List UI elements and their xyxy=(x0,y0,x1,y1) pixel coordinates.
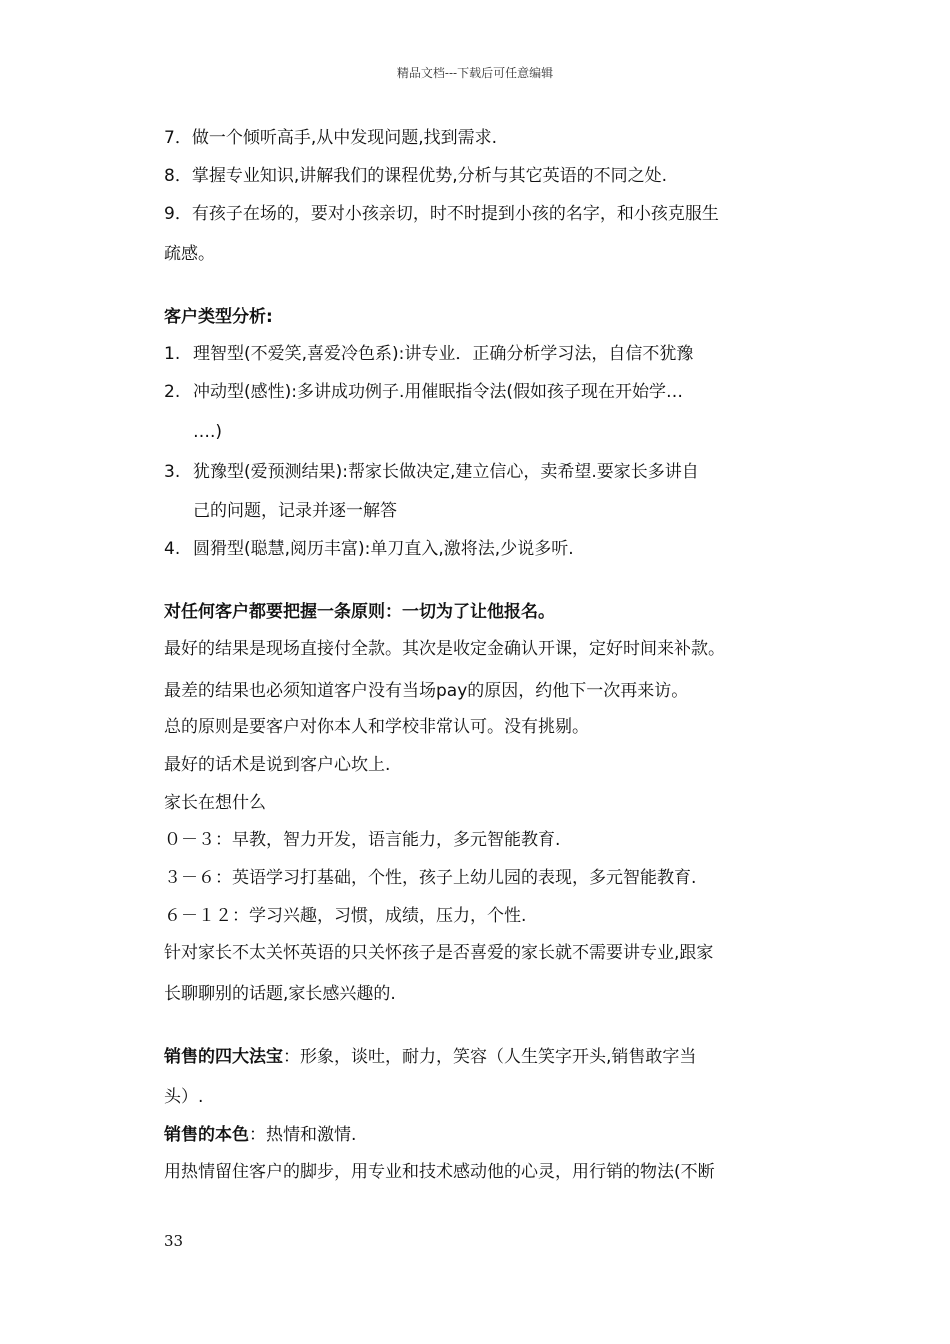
customer-type-3-continued: 己的问题，记录并逐一解答 xyxy=(193,501,397,521)
tip-item-9-line2: 疏感。 xyxy=(164,244,215,264)
principle-line: ６－１２：学习兴趣，习惯，成绩，压力，个性. xyxy=(164,906,527,926)
sales-nature xyxy=(164,1124,356,1146)
sales-treasures-text: ：形象，谈吐，耐力，笑容（人生笑字开头,销售敢字当 xyxy=(283,1047,697,1067)
principle-line: 最好的结果是现场直接付全款。其次是收定金确认开课，定好时间来补款。 xyxy=(164,639,725,659)
list-number: 3. xyxy=(164,462,181,482)
tip-item-9-line1: 9．有孩子在场的，要对小孩亲切，时不时提到小孩的名字，和小孩克服生 xyxy=(164,204,719,224)
sales-treasures-continued: 头）. xyxy=(164,1087,204,1107)
customer-type-1 xyxy=(164,343,693,365)
list-number: 4. xyxy=(164,539,181,559)
list-number: 1. xyxy=(164,344,181,364)
customer-types-heading: 客户类型分析: xyxy=(164,307,273,327)
principle-line: 最好的话术是说到客户心坎上. xyxy=(164,755,391,775)
customer-type-2 xyxy=(164,381,683,403)
tip-item-7: 7．做一个倾听高手,从中发现问题,找到需求. xyxy=(164,128,498,148)
tip-item-8: 8．掌握专业知识,讲解我们的课程优势,分析与其它英语的不同之处. xyxy=(164,166,668,186)
page-header-watermark: 精品文档---下载后可任意编辑 xyxy=(396,66,554,80)
principle-heading: 对任何客户都要把握一条原则：一切为了让他报名。 xyxy=(164,602,555,622)
sales-treasures xyxy=(164,1046,696,1068)
list-item-text: 圆猾型(聪慧,阅历丰富):单刀直入,激将法,少说多听. xyxy=(193,539,574,559)
list-number: 2. xyxy=(164,382,181,402)
list-item-text: 理智型(不爱笑,喜爱冷色系):讲专业．正确分析学习法，自信不犹豫 xyxy=(193,344,694,364)
customer-type-4 xyxy=(164,538,574,560)
sales-treasures-label: 销售的四大法宝 xyxy=(164,1047,283,1067)
list-item-text: 犹豫型(爱预测结果):帮家长做决定,建立信心，卖希望.要家长多讲自 xyxy=(193,462,699,482)
sales-last-line: 用热情留住客户的脚步，用专业和技术感动他的心灵，用行销的物法(不断 xyxy=(164,1162,715,1182)
customer-type-2-continued: ….) xyxy=(193,422,223,442)
principle-line: 针对家长不太关怀英语的只关怀孩子是否喜爱的家长就不需要讲专业,跟家 xyxy=(164,943,714,963)
page-number: 33 xyxy=(164,1232,184,1250)
principle-line: ０－３：早教，智力开发，语言能力，多元智能教育. xyxy=(164,830,561,850)
principle-line: ３－６：英语学习打基础，个性，孩子上幼儿园的表现，多元智能教育. xyxy=(164,868,697,888)
sales-nature-label: 销售的本色 xyxy=(164,1125,249,1145)
sales-nature-text: ：热情和激情. xyxy=(249,1125,357,1145)
principle-line: 最差的结果也必须知道客户没有当场pay的原因，约他下一次再来访。 xyxy=(164,681,689,701)
principle-line: 长聊聊别的话题,家长感兴趣的. xyxy=(164,984,396,1004)
principle-line: 总的原则是要客户对你本人和学校非常认可。没有挑剔。 xyxy=(164,717,589,737)
customer-type-3 xyxy=(164,461,699,483)
principle-line: 家长在想什么 xyxy=(164,793,266,813)
list-item-text: 冲动型(感性):多讲成功例子.用催眠指令法(假如孩子现在开始学… xyxy=(193,382,684,402)
